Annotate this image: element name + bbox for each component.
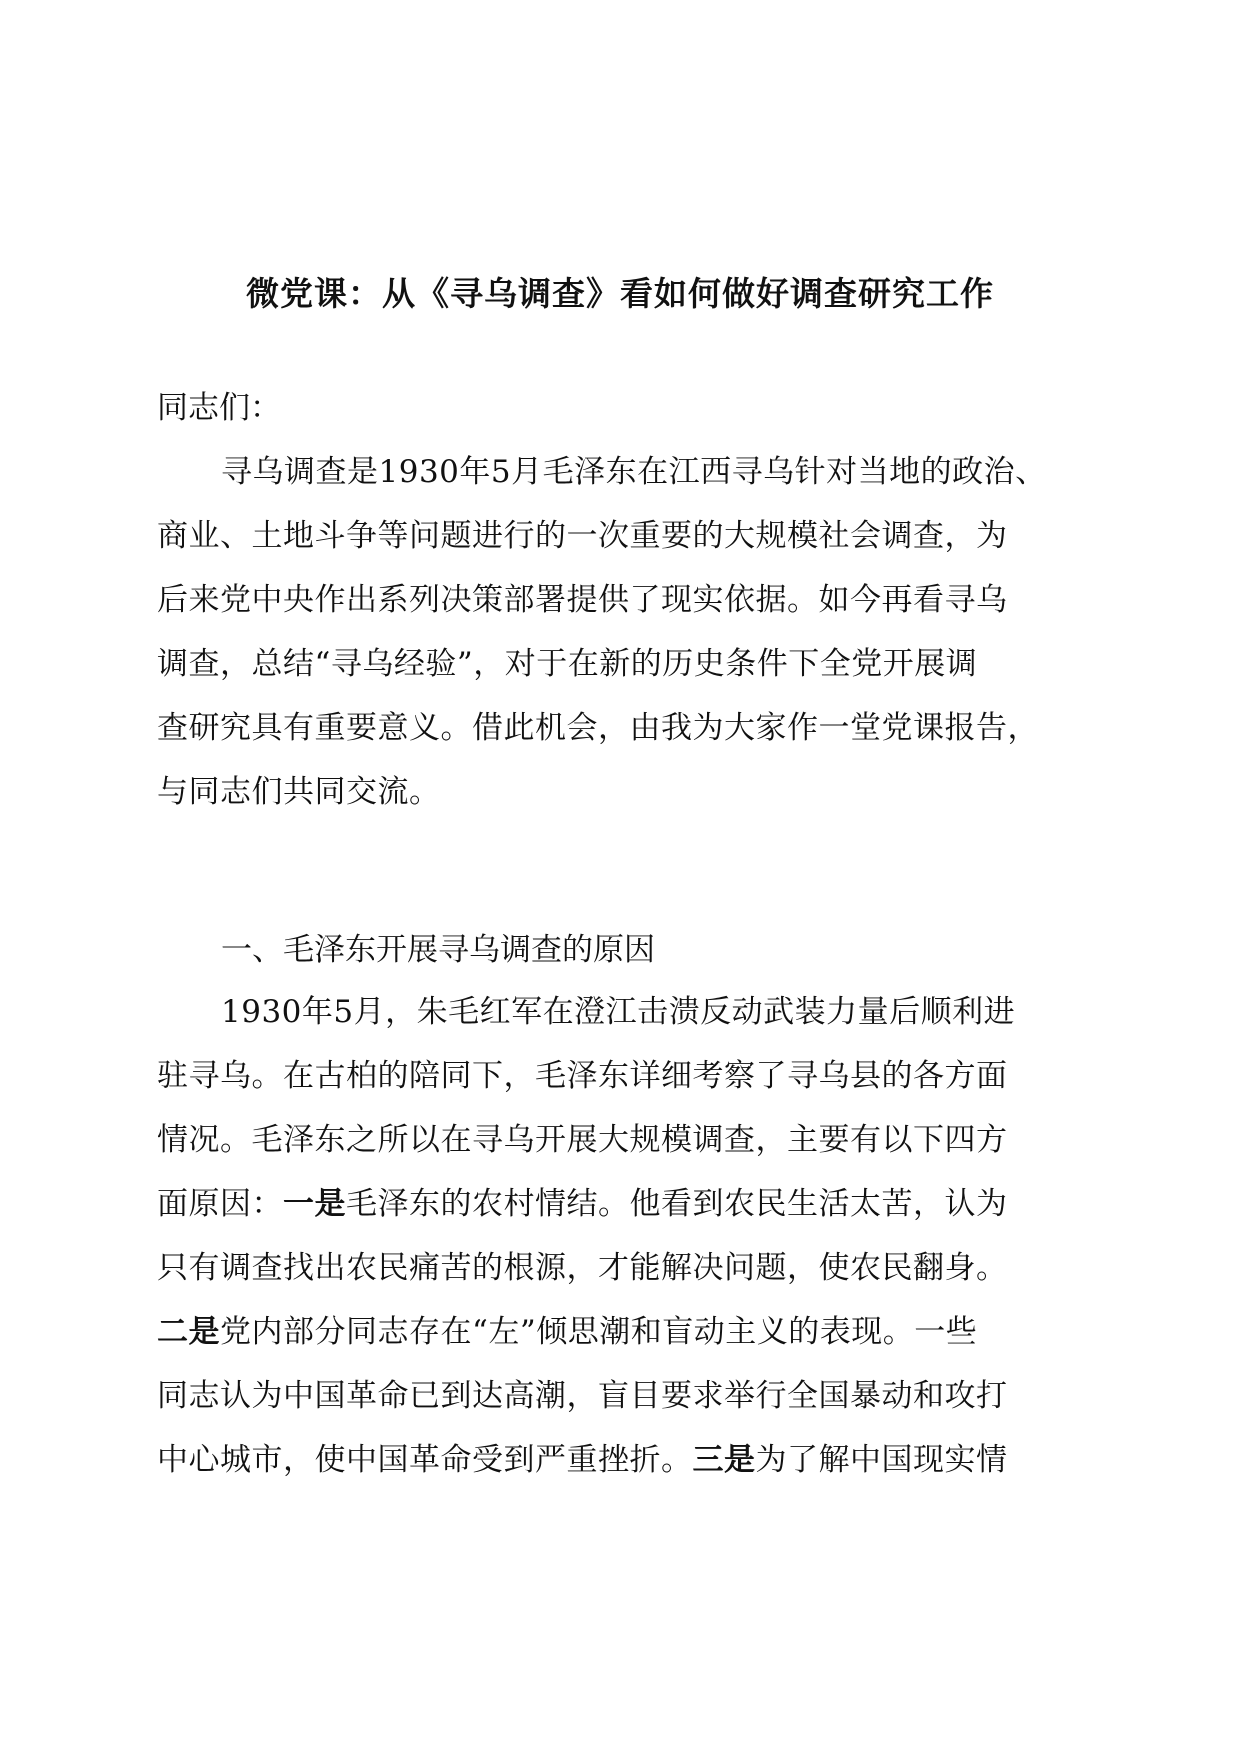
intro-line: 与同志们共同交流。	[157, 774, 441, 810]
body-line	[157, 1300, 1087, 1364]
body-line: 只有调查找出农民痛苦的根源，才能解决问题，使农民翻身。	[157, 1250, 1008, 1286]
body-line: 1930年5月，朱毛红军在澄江击溃反动武装力量后顺利进	[221, 994, 1016, 1030]
intro-line: 查研究具有重要意义。借此机会，由我为大家作一堂党课报告，	[157, 710, 1039, 746]
body-text: 为了解中国现实情	[755, 1442, 1008, 1478]
body-line: 情况。毛泽东之所以在寻乌开展大规模调查，主要有以下四方	[157, 1122, 1008, 1158]
body-line: 驻寻乌。在古柏的陪同下，毛泽东详细考察了寻乌县的各方面	[157, 1058, 1008, 1094]
emphasis-text: 二是	[157, 1314, 220, 1350]
intro-line: 商业、土地斗争等问题进行的一次重要的大规模社会调查，为	[157, 518, 1008, 554]
emphasis-text: 一是	[283, 1186, 346, 1222]
body-text: 党内部分同志存在“左”倾思潮和盲动主义的表现。一些	[220, 1314, 978, 1350]
intro-line: 寻乌调查是1930年5月毛泽东在江西寻乌针对当地的政治、	[221, 454, 1047, 490]
intro-paragraph	[157, 440, 1087, 824]
section-heading: 一、毛泽东开展寻乌调查的原因	[221, 932, 655, 968]
body-line	[157, 1428, 1087, 1492]
body-text: 面原因：	[157, 1186, 283, 1222]
body-text: 毛泽东的农村情结。他看到农民生活太苦，认为	[346, 1186, 1008, 1222]
emphasis-text: 三是	[692, 1442, 756, 1478]
intro-line: 后来党中央作出系列决策部署提供了现实依据。如今再看寻乌	[157, 582, 1008, 618]
body-line: 同志认为中国革命已到达高潮，盲目要求举行全国暴动和攻打	[157, 1378, 1008, 1414]
document-title: 微党课：从《寻乌调查》看如何做好调查研究工作	[246, 274, 994, 313]
salutation: 同志们：	[157, 390, 281, 426]
body-text: 中心城市，使中国革命受到严重挫折。	[157, 1442, 693, 1478]
body-line	[157, 1172, 1087, 1236]
body-paragraph	[157, 980, 1087, 1492]
intro-line: 调查，总结“寻乌经验”，对于在新的历史条件下全党开展调	[157, 646, 978, 682]
